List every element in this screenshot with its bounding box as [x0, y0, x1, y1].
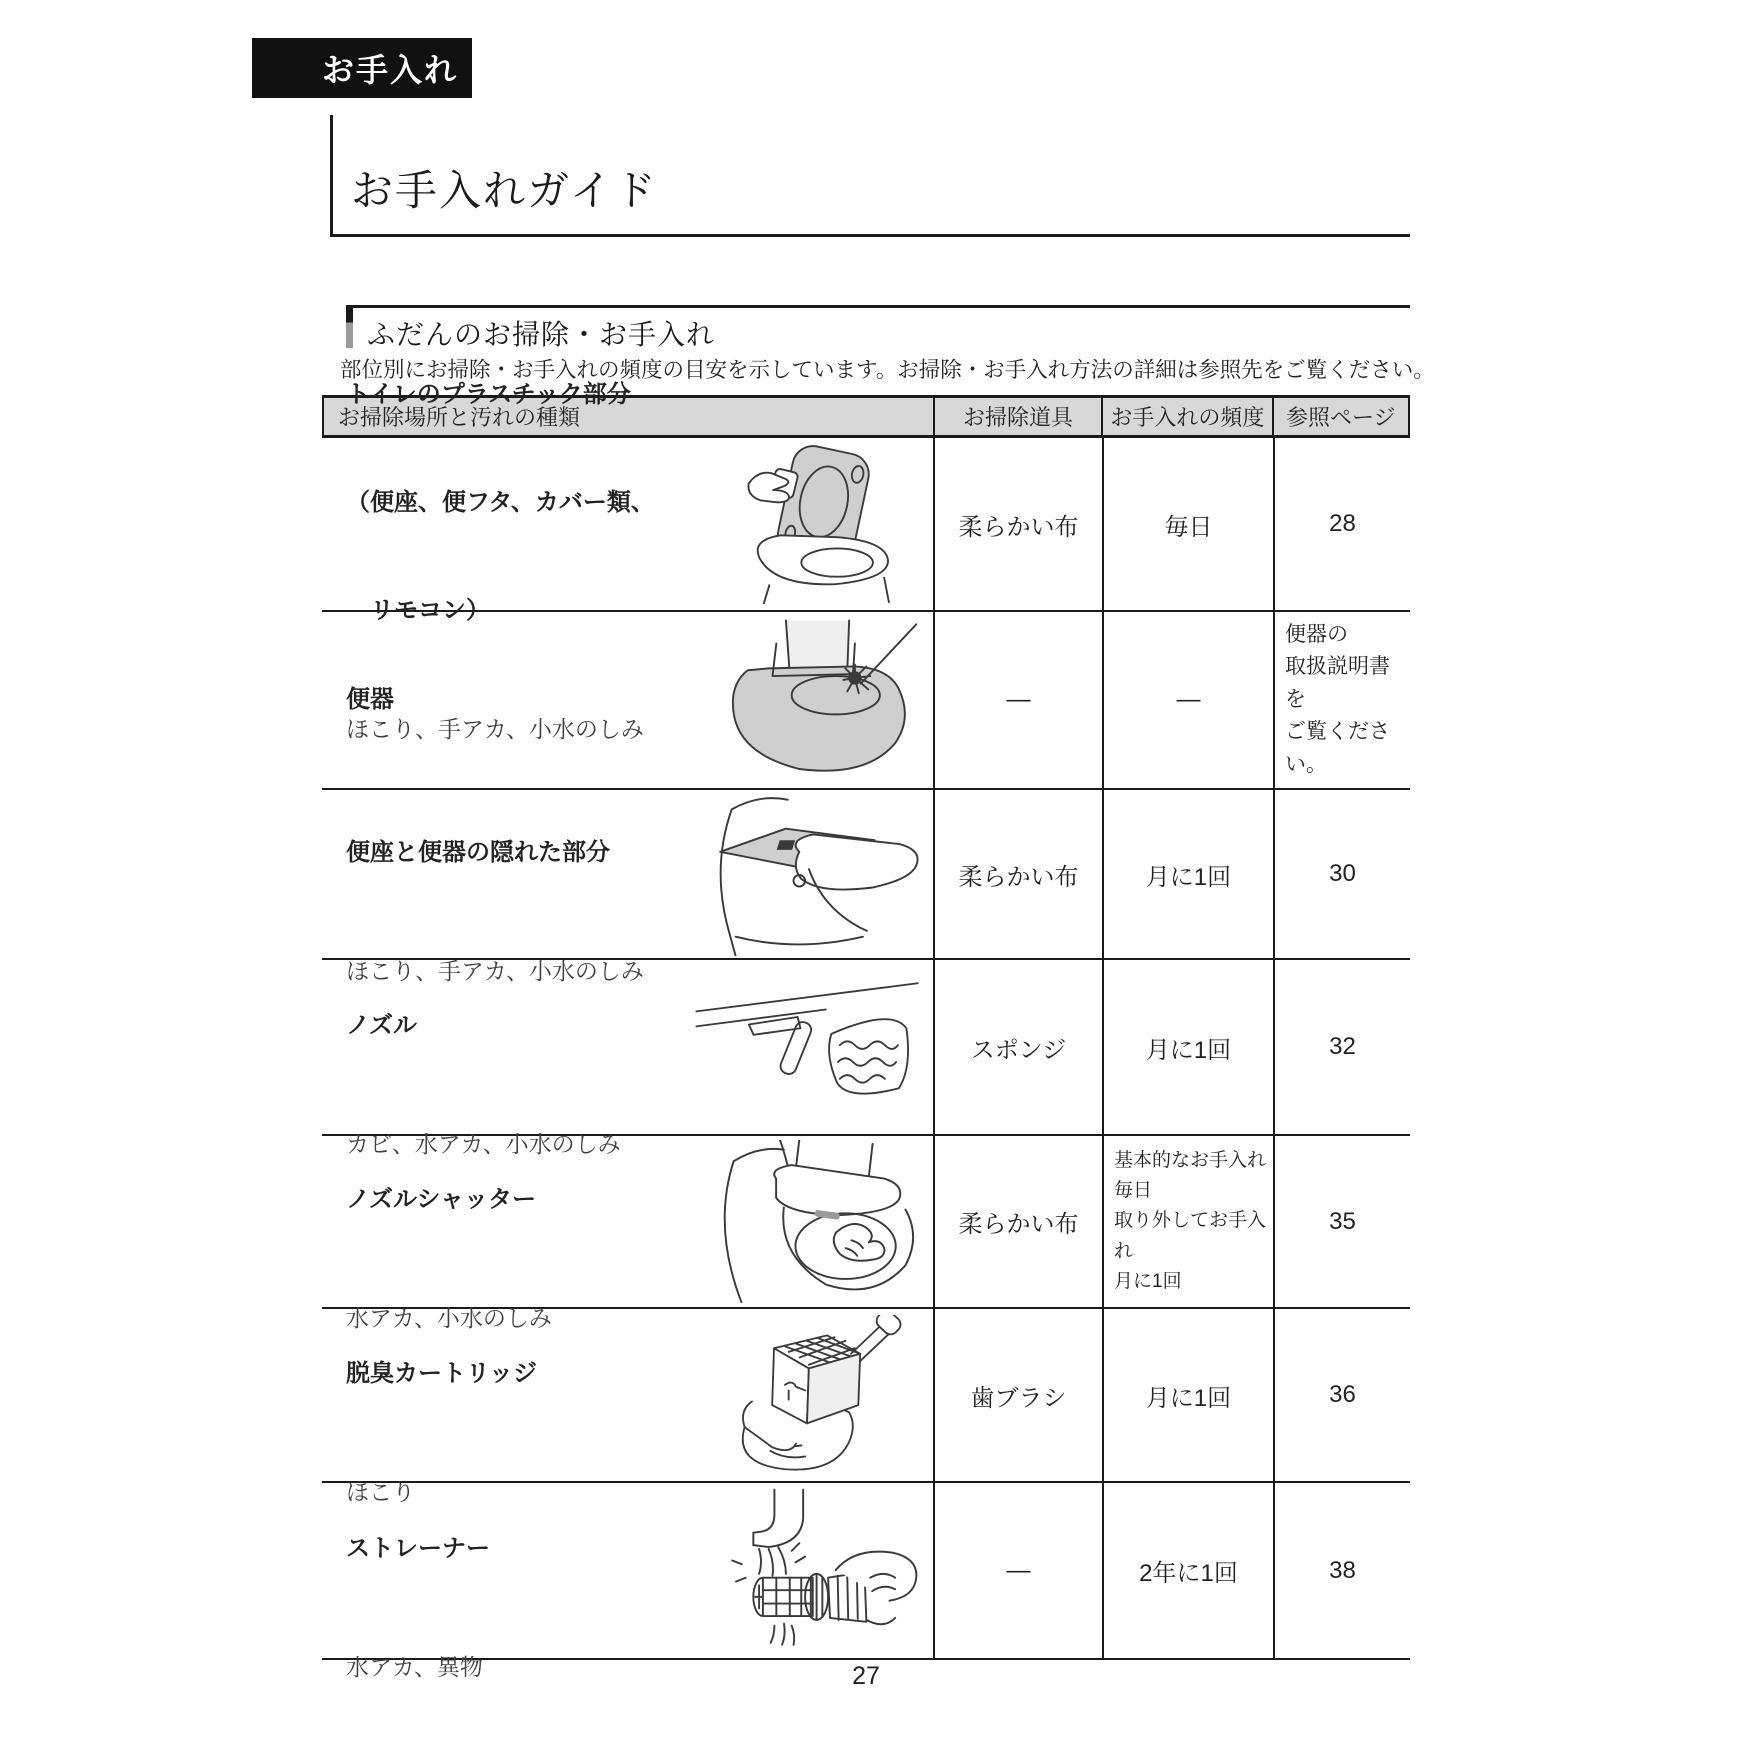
- cell-refpage: 35: [1273, 1136, 1410, 1307]
- location-title: 脱臭カートリッジ: [346, 1359, 538, 1387]
- cell-refpage: 28: [1273, 438, 1410, 610]
- intro-text: 部位別にお掃除・お手入れの頻度の目安を示しています。お掃除・お手入れ方法の詳細は参照先をご覧ください。: [340, 358, 1435, 382]
- location-title: ノズルシャッター: [346, 1186, 536, 1213]
- cell-refpage: 30: [1273, 790, 1410, 958]
- location-title: ストレーナー: [346, 1535, 490, 1562]
- cell-tool: —: [933, 612, 1102, 788]
- seat-lifted-illustration: [681, 792, 933, 956]
- cell-location: [322, 790, 933, 984]
- cell-tool: スポンジ: [933, 960, 1102, 1134]
- cell-frequency: —: [1102, 612, 1273, 788]
- cartridge-toothbrush-illustration: [681, 1315, 933, 1475]
- header-cell-location: お掃除場所と汚れの種類: [338, 405, 581, 430]
- cell-frequency: 2年に1回: [1102, 1483, 1273, 1658]
- cell-tool: —: [933, 1483, 1102, 1658]
- cell-tool: 柔らかい布: [933, 790, 1102, 958]
- dirt-types: ほこり: [346, 1478, 415, 1505]
- header-cell-refpage: 参照ページ: [1272, 398, 1409, 435]
- page-title: お手入れガイド: [351, 167, 658, 214]
- cell-refpage: 36: [1273, 1309, 1410, 1481]
- header-cell-tool: お掃除道具: [933, 398, 1101, 435]
- dirt-types: ほこり、手アカ、小水のしみ: [346, 957, 644, 984]
- location-title: ノズル: [346, 1011, 418, 1039]
- location-title: 便器: [346, 686, 394, 713]
- cell-frequency: 基本的なお手入れ 毎日 取り外してお手入れ 月に1回: [1102, 1136, 1273, 1307]
- nozzle-shutter-wipe-illustration: [681, 1140, 933, 1304]
- header-cell-frequency: お手入れの頻度: [1101, 398, 1271, 435]
- table-row-hidden-part: [322, 790, 1410, 984]
- dirt-types: 水アカ、異物: [346, 1654, 483, 1680]
- section-title: ふだんのお掃除・お手入れ: [367, 319, 716, 350]
- page-number: 27: [852, 1662, 880, 1690]
- cell-frequency: 毎日: [1102, 438, 1273, 610]
- chapter-tab-label: お手入れ: [321, 52, 458, 88]
- title-block: [330, 115, 1410, 237]
- cell-tool: 柔らかい布: [933, 1136, 1102, 1307]
- chapter-tab-badge: [252, 38, 472, 98]
- dirt-types: カビ、水アカ、小水のしみ: [346, 1130, 621, 1157]
- dirt-types: 水アカ、小水のしみ: [346, 1305, 552, 1331]
- cell-frequency: 月に1回: [1102, 1309, 1273, 1481]
- cell-location: [322, 960, 933, 1157]
- toilet-bowl-brush-illustration: [681, 616, 933, 784]
- cell-refpage: 38: [1273, 1483, 1410, 1658]
- cell-frequency: 月に1回: [1102, 790, 1273, 958]
- strainer-faucet-illustration: [681, 1487, 933, 1655]
- cell-location: [322, 1309, 933, 1505]
- cell-tool: 柔らかい布: [933, 438, 1102, 610]
- cell-frequency: 月に1回: [1102, 960, 1273, 1134]
- location-title: トイレのプラスチック部分 （便座、便フタ、カバー類、 リモコン）: [346, 380, 655, 624]
- location-title: 便座と便器の隠れた部分: [346, 838, 610, 866]
- cell-refpage: 32: [1273, 960, 1410, 1134]
- cell-tool: 歯ブラシ: [933, 1309, 1102, 1481]
- table-row-deodorizing-cartridge: [322, 1309, 1410, 1505]
- dirt-types: ほこり、手アカ、小水のしみ: [346, 715, 644, 742]
- toilet-open-lid-wipe-illustration: [681, 444, 933, 604]
- cell-location: [322, 1136, 933, 1331]
- cell-refpage: 便器の 取扱説明書を ご覧ください。: [1273, 612, 1410, 788]
- location-text: [322, 1459, 681, 1682]
- nozzle-sponge-illustration: [681, 972, 933, 1122]
